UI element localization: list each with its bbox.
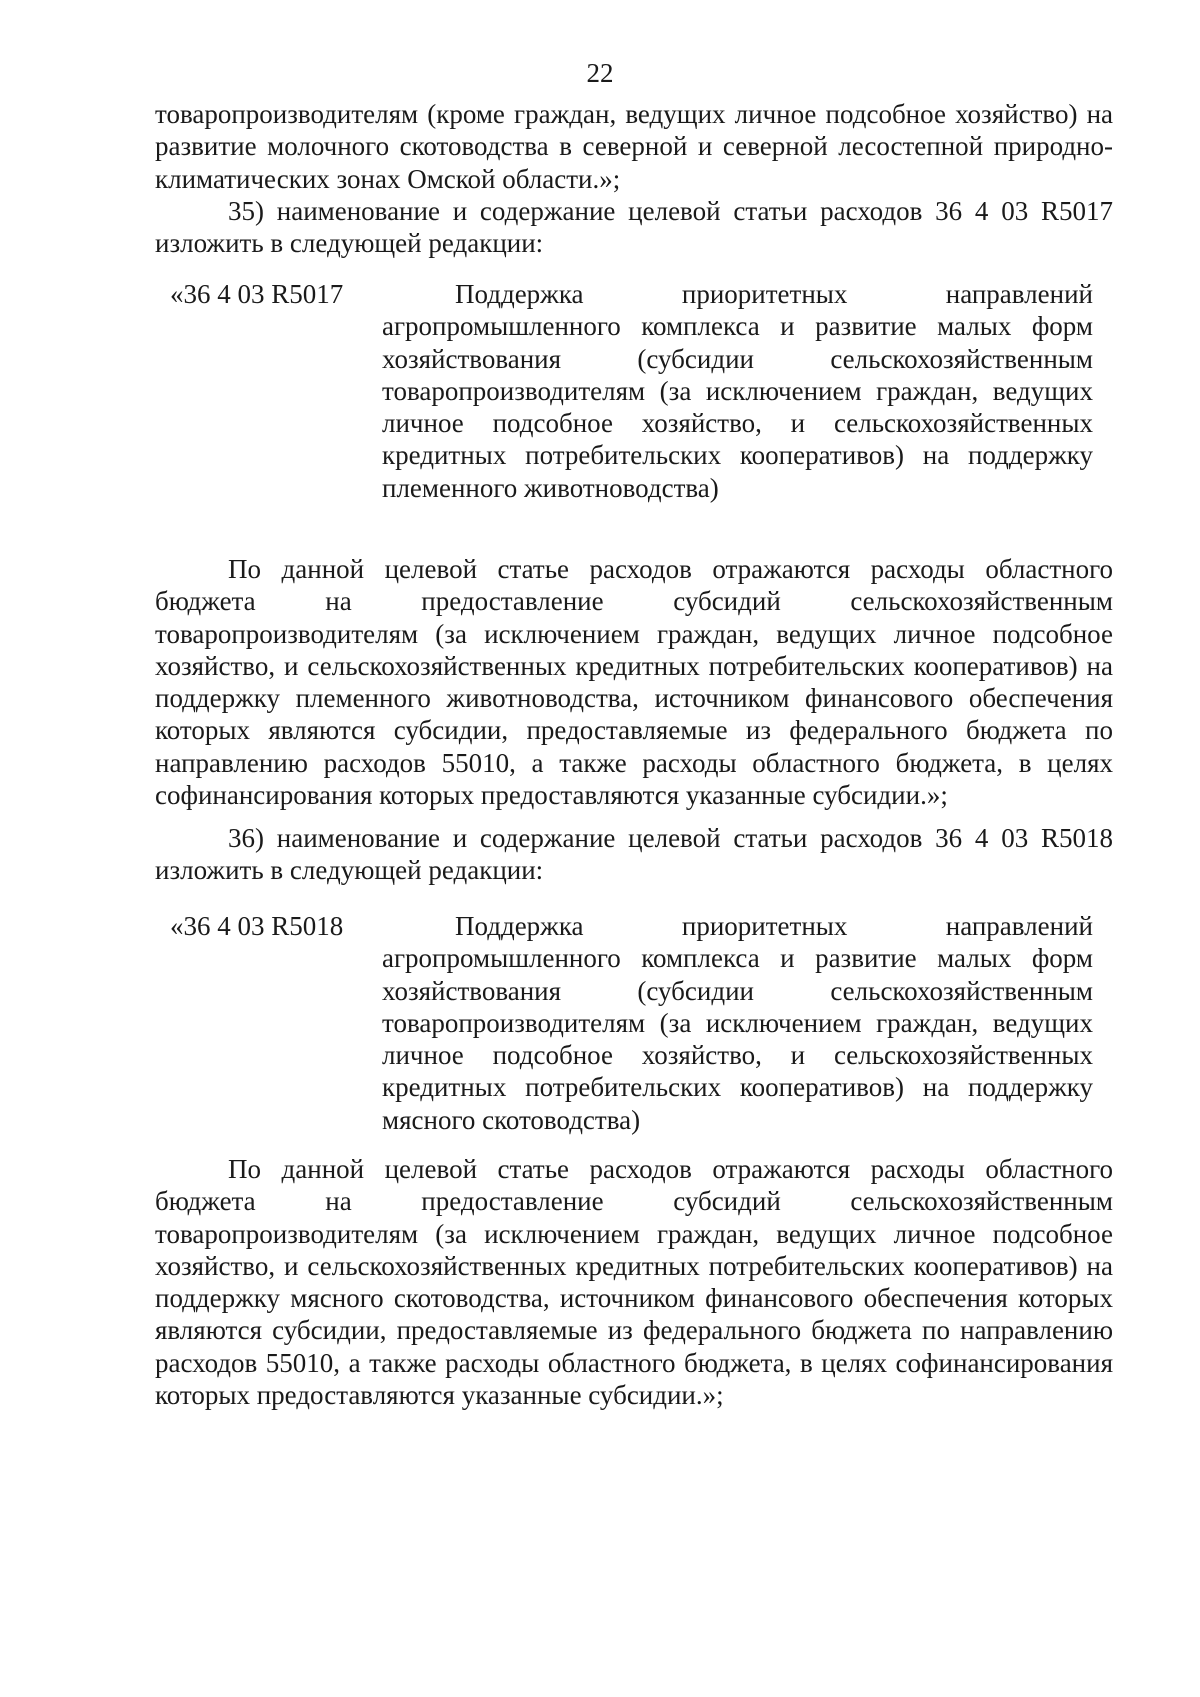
paragraph-continuation: товаропроизводителям (кроме граждан, ведущих личное подсобное хозяйство) на развитие молочного скотоводства в северной и северной лесостепной природно-климатических зонах Омской области.»;	[155, 99, 1113, 194]
paragraph-r5018-content: По данной целевой статье расходов отражаются расходы областного бюджета на предоставление субсидий сельскохозяйственным товаропроизводителям (за исключением граждан, ведущих личное подсобное хозяйство, и сельскохозяйственных кредитных потребительских кооперативов) на поддержку мясного скотоводства, источником финансового обеспечения которых являются субсидии, предоставляемые из федерального бюджета по направлению расходов 55010, а также расходы областного бюджета, в целях софинансирования которых предоставляются указанные субсидии.»;	[155, 1154, 1113, 1411]
target-article-description-r5018: Поддержка приоритетных направлений агропромышленного комплекса и развитие малых форм хозяйствования (субсидии сельскохозяйственным товаропроизводителям (за исключением граждан, ведущих личное подсобное хозяйство, и сельскохозяйственных кредитных потребительских кооперативов) на поддержку мясного скотоводства)	[382, 911, 1093, 1135]
paragraph-r5017-content: По данной целевой статье расходов отражаются расходы областного бюджета на предоставление субсидий сельскохозяйственным товаропроизводителям (за исключением граждан, ведущих личное подсобное хозяйство, и сельскохозяйственных кредитных потребительских кооперативов) на поддержку племенного животноводства, источником финансового обеспечения которых являются субсидии, предоставляемые из федерального бюджета по направлению расходов 55010, а также расходы областного бюджета, в целях софинансирования которых предоставляются указанные субсидии.»;	[155, 554, 1113, 811]
target-article-description-r5017: Поддержка приоритетных направлений агропромышленного комплекса и развитие малых форм хозяйствования (субсидии сельскохозяйственным товаропроизводителям (за исключением граждан, ведущих личное подсобное хозяйство, и сельскохозяйственных кредитных потребительских кооперативов) на поддержку племенного животноводства)	[382, 279, 1093, 503]
page-number: 22	[586, 58, 614, 88]
target-article-code-r5018: «36 4 03 R5018	[170, 911, 344, 941]
paragraph-item-35: 35) наименование и содержание целевой статьи расходов 36 4 03 R5017 изложить в следующей редакции:	[155, 196, 1113, 259]
paragraph-item-36: 36) наименование и содержание целевой статьи расходов 36 4 03 R5018 изложить в следующей редакции:	[155, 823, 1113, 886]
target-article-code-r5017: «36 4 03 R5017	[170, 279, 344, 309]
